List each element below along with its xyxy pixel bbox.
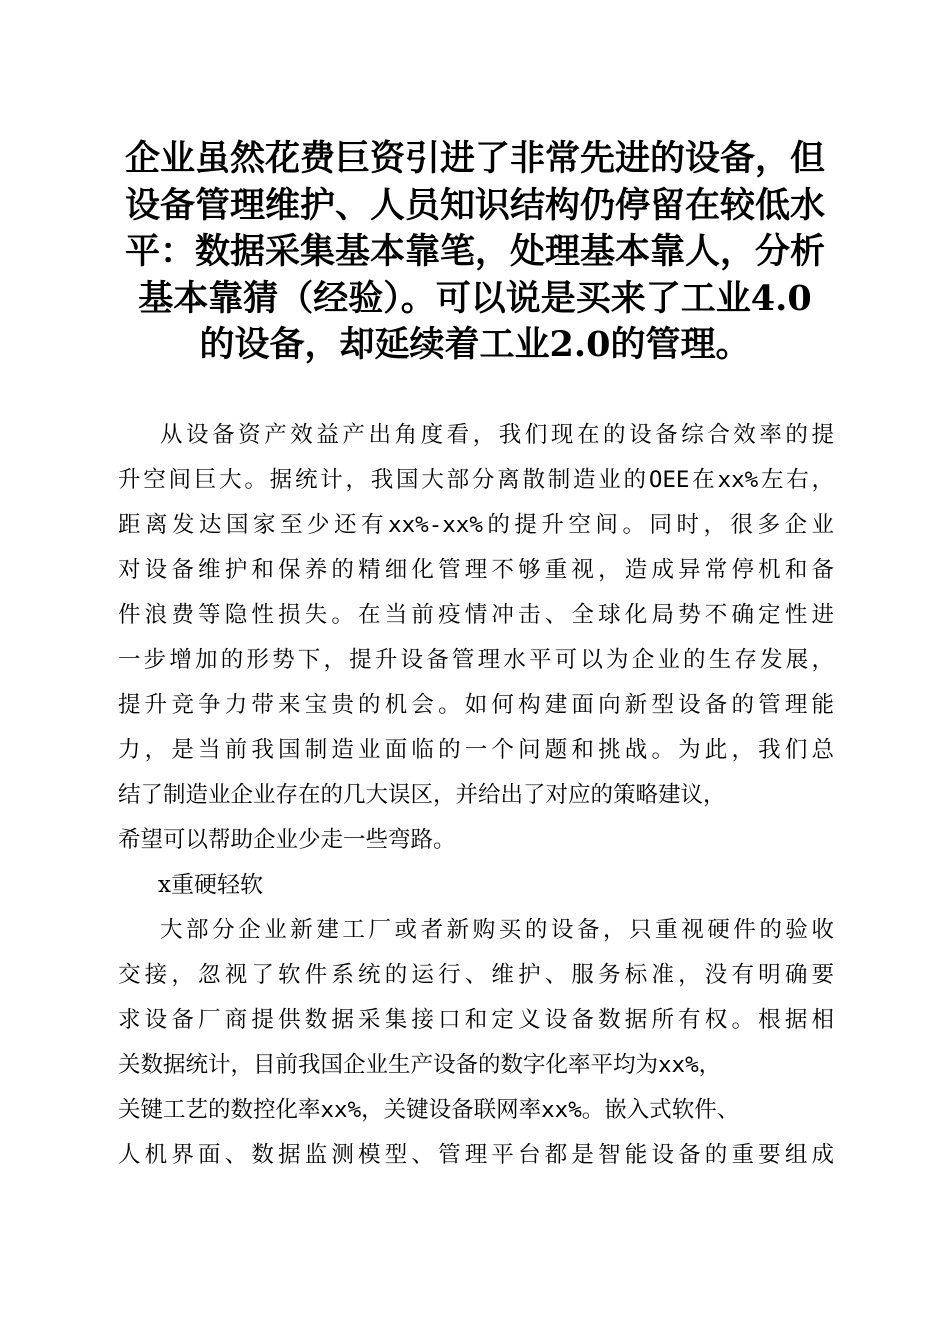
intro-paragraph (118, 413, 834, 863)
paragraph-line: 求设备厂商提供数据采集接口和定义设备数据所有权。根据相 (118, 1007, 834, 1033)
paragraph-line: 件浪费等隐性损失。在当前疫情冲击、全球化局势不确定性进 (118, 602, 834, 628)
title-line: 设备管理维护、人员知识结构仍停留在较低水 (124, 184, 825, 226)
paragraph-line: 从设备资产效益产出角度看，我们现在的设备综合效率的提 (160, 422, 834, 448)
paragraph-line: 结了制造业企业存在的几大误区，并给出了对应的策略建议， (118, 782, 726, 808)
document-body (118, 413, 834, 1178)
paragraph-line: 大部分企业新建工厂或者新购买的设备，只重视硬件的验收 (160, 917, 834, 943)
paragraph-line: 交接，忽视了软件系统的运行、维护、服务标准，没有明确要 (118, 962, 834, 988)
paragraph-line: 关键工艺的数控化率xx%，关键设备联网率xx%。嵌入式软件、 (118, 1097, 740, 1123)
paragraph-line: 对设备维护和保养的精细化管理不够重视，造成异常停机和备 (118, 557, 834, 583)
title-line: 企业虽然花费巨资引进了非常先进的设备，但 (124, 138, 825, 179)
section-paragraph (118, 908, 834, 1178)
title-line: 基本靠猜（经验）。可以说是买来了工业4.0 (138, 277, 812, 319)
paragraph-line: 关数据统计，目前我国企业生产设备的数字化率平均为xx%， (118, 1052, 722, 1078)
paragraph-line: 一步增加的形势下，提升设备管理水平可以为企业的生存发展， (118, 647, 834, 673)
section-heading: x重硬轻软 (158, 872, 263, 898)
paragraph-line: 希望可以帮助企业少走一些弯路。 (118, 827, 456, 853)
paragraph-line: 人机界面、数据监测模型、管理平台都是智能设备的重要组成 (118, 1142, 834, 1168)
paragraph-line: 力，是当前我国制造业面临的一个问题和挑战。为此，我们总 (118, 737, 834, 763)
paragraph-line: 距离发达国家至少还有xx%-xx%的提升空间。同时，很多企业 (118, 512, 834, 538)
paragraph-line: 提升竞争力带来宝贵的机会。如何构建面向新型设备的管理能 (118, 692, 834, 718)
title-line: 平：数据采集基本靠笔，处理基本靠人，分析 (124, 231, 825, 272)
title-line: 的设备，却延续着工业2.0的管理。 (199, 324, 751, 365)
document-title (112, 136, 838, 369)
paragraph-line: 升空间巨大。据统计，我国大部分离散制造业的OEE在xx%左右， (118, 467, 834, 493)
